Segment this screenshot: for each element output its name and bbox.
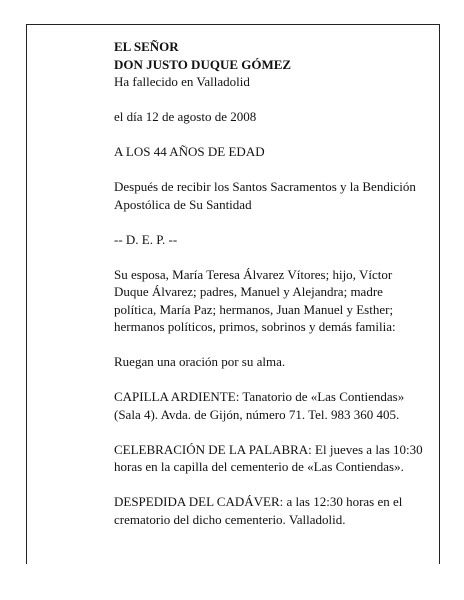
chapel-info: CAPILLA ARDIENTE: Tanatorio de «Las Contiendas» (Sala 4). Avda. de Gijón, número 71. Tel. 983 360 405.	[114, 389, 405, 422]
deceased-heading	[114, 38, 426, 91]
celebration-info: CELEBRACIÓN DE LA PALABRA: El jueves a las 10:30 horas en la capilla del cementerio de «Las Contiendas».	[114, 441, 423, 474]
rip-text: -- D. E. P. --	[114, 231, 178, 247]
death-date: el día 12 de agosto de 2008	[114, 109, 257, 124]
family-list: Su esposa, María Teresa Álvarez Vítores; hijo, Víctor Duque Álvarez; padres, Manuel y Alejandra; madre política, María Paz; hermanos, Juan Manuel y Esther; hermanos políticos, primos, sobrinos y demás familia:	[114, 266, 396, 334]
age-at-death: A LOS 44 AÑOS DE EDAD	[114, 144, 265, 159]
prayer-request: Ruegan una oración por su alma.	[114, 354, 286, 369]
sacraments-text: Después de recibir los Santos Sacramentos y la Bendición Apostólica de Su Santidad	[114, 179, 416, 212]
farewell-info: DESPEDIDA DEL CADÁVER: a las 12:30 horas en el crematorio del dicho cementerio. Valladolid.	[114, 494, 403, 527]
title-line-1: EL SEÑOR	[114, 39, 179, 54]
deceased-name: DON JUSTO DUQUE GÓMEZ	[114, 56, 292, 72]
obituary-notice	[114, 38, 426, 546]
death-place: Ha fallecido en Valladolid	[114, 74, 250, 89]
